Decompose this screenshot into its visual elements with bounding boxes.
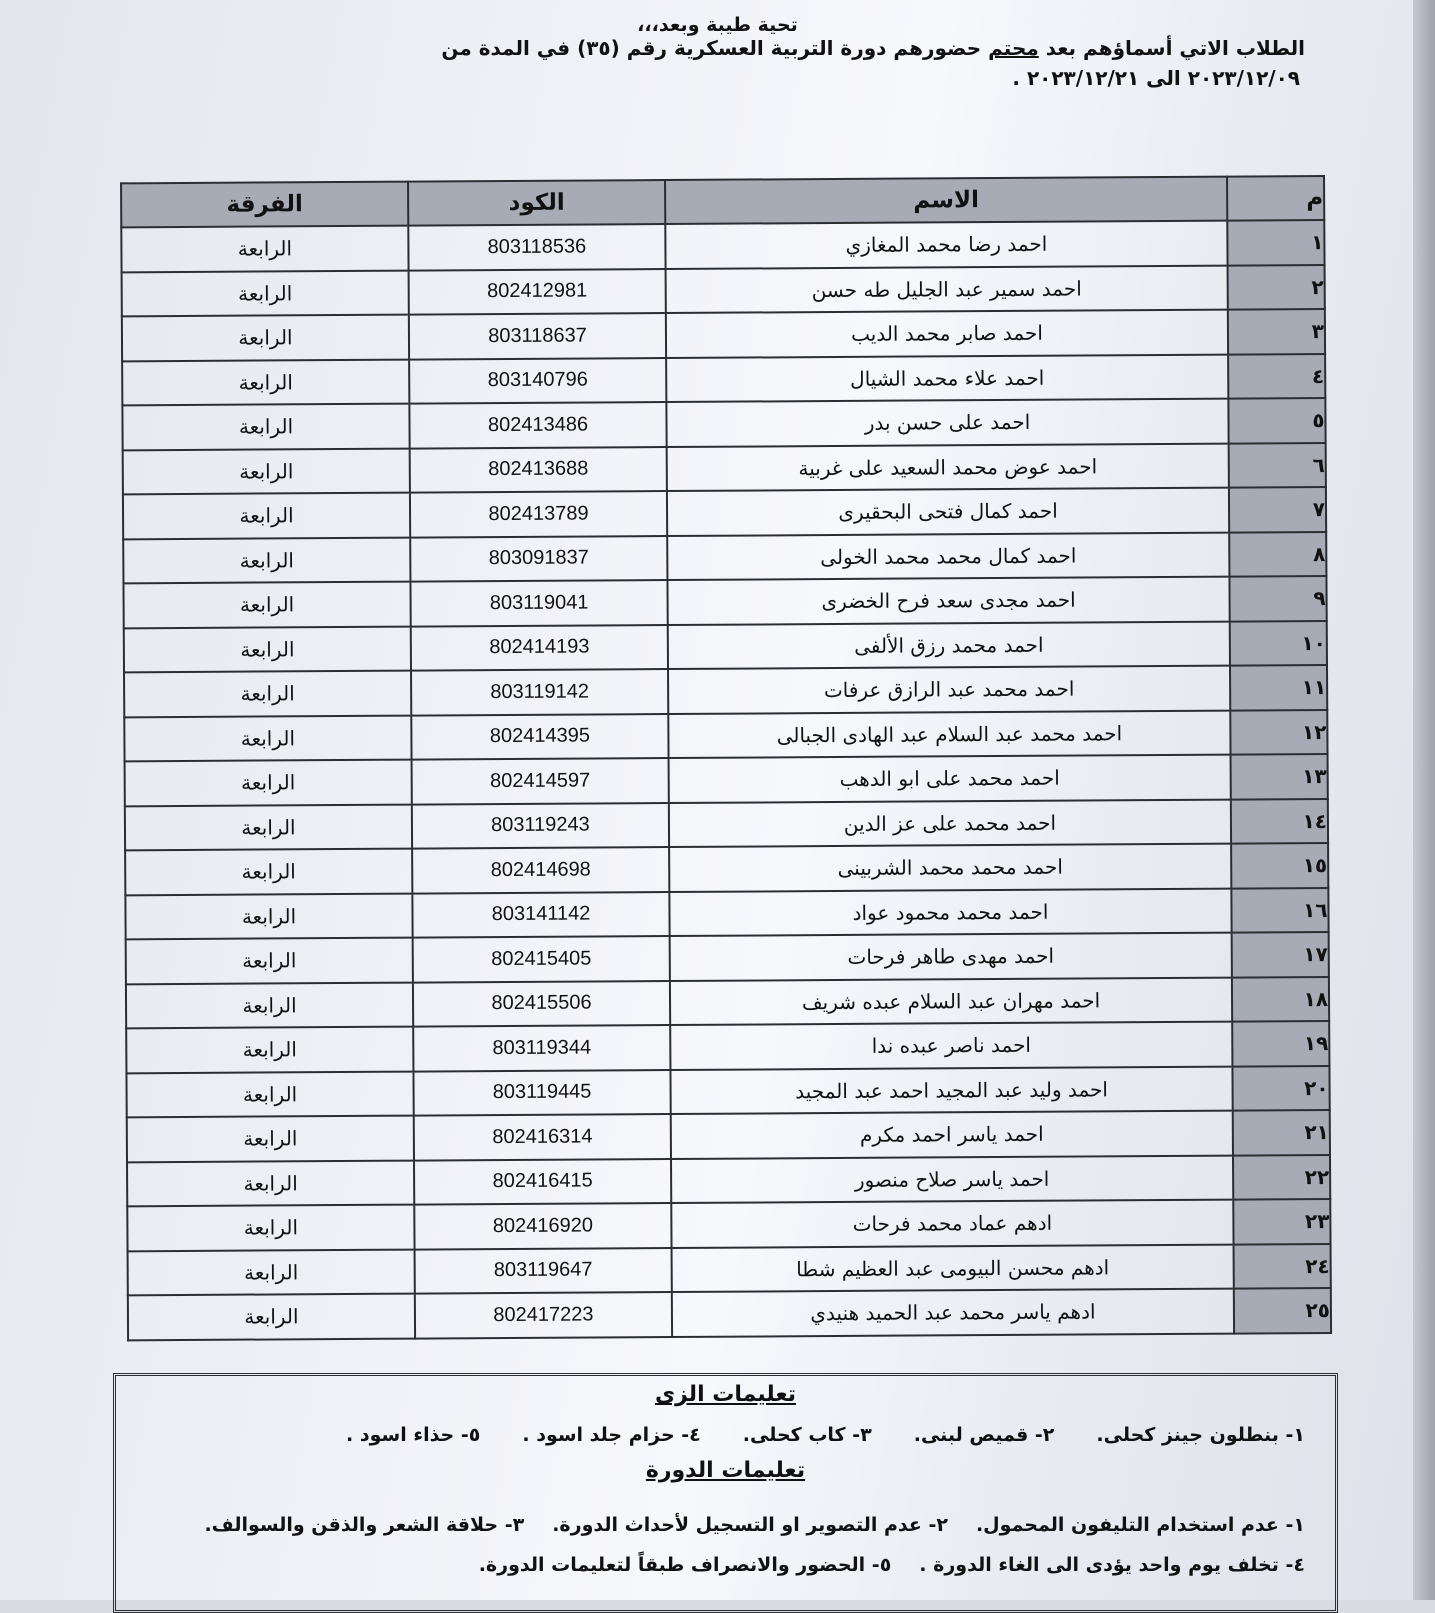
row-number: ٢٢ [1233,1154,1330,1199]
dress-item: ٣- كاب كحلى. [742,1424,872,1446]
student-name: احمد مهران عبد السلام عبده شريف [670,977,1232,1025]
student-code: 803140796 [409,358,666,404]
row-number: ١٤ [1231,798,1328,843]
student-name: احمد وليد عبد المجيد احمد عبد المجيد [670,1066,1232,1114]
table-header-row [121,176,1324,227]
row-number: ٢٠ [1232,1065,1329,1110]
student-year: الرابعة [127,1160,414,1206]
row-number: ٨ [1229,531,1326,576]
student-code: 802413688 [410,447,667,493]
student-code: 802416314 [414,1114,671,1160]
student-code: 802416920 [414,1203,671,1249]
table-row [127,1154,1330,1206]
student-name: احمد محمد على عز الدين [669,799,1231,847]
table-row [123,576,1326,628]
student-code: 803119142 [411,669,668,715]
table-row [122,309,1325,361]
student-code: 803119647 [415,1248,672,1294]
table-row [128,1288,1331,1340]
table-row [124,709,1327,761]
student-code: 802413789 [410,491,667,537]
instructions-box [113,1373,1338,1613]
table-row [122,354,1325,406]
student-code: 802417223 [415,1292,672,1338]
table-row [123,531,1326,583]
students-table [120,175,1332,1341]
student-name: احمد مهدى طاهر فرحات [670,933,1232,981]
student-name: احمد مجدى سعد فرح الخضرى [667,577,1229,625]
student-year: الرابعة [125,893,412,939]
student-year: الرابعة [127,1205,414,1251]
student-name: احمد كمال محمد محمد الخولى [667,532,1229,580]
student-year: الرابعة [127,1116,414,1162]
student-year: الرابعة [126,1071,413,1117]
student-code: 802415405 [413,936,670,982]
row-number: ٩ [1229,576,1326,621]
course-item: ٥- الحضور والانصراف طبقاً لتعليمات الدورة. [478,1554,892,1576]
student-name: احمد محمد رزق الألفى [668,621,1230,669]
student-code: 802414698 [412,847,669,893]
row-number: ٤ [1228,354,1325,399]
student-name: احمد محمد محمود عواد [669,888,1231,936]
row-number: ٥ [1228,398,1325,443]
row-number: ١٠ [1230,620,1327,665]
student-name: احمد محمد عبد الرازق عرفات [668,666,1230,714]
course-instructions-line-2 [479,1554,1305,1576]
student-code: 802412981 [409,269,666,315]
student-year: الرابعة [123,448,410,494]
course-item: ٣- حلاقة الشعر والذقن والسوالف. [204,1514,525,1536]
intro-line-2: ٢٠٢٣/١٢/٠٩ الى ٢٠٢٣/١٢/٢١ . [1012,66,1300,90]
student-year: الرابعة [124,715,411,761]
student-code: 803119445 [413,1070,670,1116]
student-code: 802414597 [412,758,669,804]
row-number: ١٨ [1232,976,1329,1021]
student-year: الرابعة [126,1027,413,1073]
student-code: 803119344 [413,1025,670,1071]
header-year: الفرقة [121,182,408,228]
table-row [123,487,1326,539]
student-year: الرابعة [123,537,410,583]
student-name: احمد على حسن بدر [666,399,1228,447]
dress-instructions-title: تعليمات الزى [654,1382,797,1407]
student-year: الرابعة [124,626,411,672]
student-code: 803141142 [412,892,669,938]
student-year: الرابعة [123,582,410,628]
student-year: الرابعة [122,404,409,450]
table-row [122,398,1325,450]
table-row [127,1199,1330,1251]
table-row [127,1110,1330,1162]
row-number: ٢٥ [1234,1288,1331,1333]
student-name: احمد ياسر احمد مكرم [671,1111,1233,1159]
table-row [126,1065,1329,1117]
table-row [122,265,1325,317]
row-number: ٢ [1228,265,1325,310]
row-number: ١٣ [1231,754,1328,799]
student-code: 803118536 [408,224,665,270]
table-row [124,665,1327,717]
row-number: ٧ [1229,487,1326,532]
student-year: الرابعة [122,270,409,316]
student-year: الرابعة [126,982,413,1028]
row-number: ١ [1227,220,1324,265]
course-instructions-line-1 [204,1514,1305,1536]
table-body [121,220,1331,1340]
table-row [126,1021,1329,1073]
student-year: الرابعة [121,226,408,272]
student-name: احمد ياسر صلاح منصور [671,1155,1233,1203]
student-code: 803091837 [410,536,667,582]
table-row [125,798,1328,850]
student-name: ادهم عماد محمد فرحات [671,1200,1233,1248]
dress-item: ٥- حذاء اسود . [346,1424,481,1446]
header-code: الكود [408,180,665,226]
intro-line-1 [75,36,1305,60]
student-name: احمد ناصر عبده ندا [670,1022,1232,1070]
row-number: ١٢ [1230,709,1327,754]
row-number: ٦ [1229,443,1326,488]
table-row [121,220,1324,272]
student-name: احمد سمير عبد الجليل طه حسن [666,265,1228,313]
student-name: احمد علاء محمد الشيال [666,354,1228,402]
greeting: تحية طيبة وبعد،،، [637,14,798,36]
student-year: الرابعة [128,1294,415,1340]
table-row [125,887,1328,939]
student-name: احمد محمد على ابو الدهب [669,755,1231,803]
table-row [125,843,1328,895]
student-year: الرابعة [125,804,412,850]
dress-instructions [346,1424,1305,1446]
row-number: ١٦ [1231,887,1328,932]
row-number: ١٩ [1232,1021,1329,1066]
student-year: الرابعة [128,1249,415,1295]
row-number: ٢٤ [1234,1243,1331,1288]
header-num: م [1227,176,1324,221]
student-year: الرابعة [124,671,411,717]
student-code: 803118637 [409,313,666,359]
student-name: احمد عوض محمد السعيد على غربية [667,443,1229,491]
dress-item: ٢- قميص لبنى. [913,1424,1055,1446]
student-name: ادهم ياسر محمد عبد الحميد هنيدي [672,1289,1234,1337]
paper-edge [1413,0,1435,1600]
intro-underlined-word: محتم [988,36,1039,60]
student-name: احمد محمد محمد الشربينى [669,844,1231,892]
row-number: ٣ [1228,309,1325,354]
student-name: احمد كمال فتحى البحقيرى [667,488,1229,536]
row-number: ١١ [1230,665,1327,710]
student-name: احمد رضا محمد المغازي [665,221,1227,269]
student-name: ادهم محسن البيومى عبد العظيم شطا [672,1244,1234,1292]
table-row [128,1243,1331,1295]
course-instructions-title: تعليمات الدورة [645,1458,806,1483]
row-number: ١٥ [1231,843,1328,888]
table-row [125,754,1328,806]
student-year: الرابعة [126,938,413,984]
student-code: 802415506 [413,981,670,1027]
student-code: 803119243 [412,803,669,849]
student-year: الرابعة [122,315,409,361]
course-item: ٤- تخلف يوم واحد يؤدى الى الغاء الدورة . [919,1554,1305,1576]
student-code: 802416415 [414,1159,671,1205]
student-code: 802414395 [411,714,668,760]
course-item: ٢- عدم التصوير او التسجيل لأحداث الدورة. [552,1514,948,1536]
dress-item: ٤- حزام جلد اسود . [522,1424,701,1446]
student-code: 803119041 [410,580,667,626]
row-number: ٢٣ [1233,1199,1330,1244]
row-number: ١٧ [1232,932,1329,977]
header-name: الاسم [665,177,1227,224]
dress-item: ١- بنطلون جينز كحلى. [1096,1424,1305,1446]
student-year: الرابعة [125,849,412,895]
intro-text-a: الطلاب الاتي أسماؤهم بعد [1038,36,1305,60]
table-row [126,932,1329,984]
student-year: الرابعة [123,493,410,539]
student-code: 802414193 [411,625,668,671]
student-code: 802413486 [409,402,666,448]
row-number: ٢١ [1233,1110,1330,1155]
course-item: ١- عدم استخدام التليفون المحمول. [975,1514,1305,1536]
table-row [126,976,1329,1028]
student-name: احمد صابر محمد الديب [666,310,1228,358]
student-year: الرابعة [122,359,409,405]
intro-text-b: حضورهم دورة التربية العسكرية رقم (٣٥) في المدة من [441,36,989,60]
table-row [124,620,1327,672]
student-name: احمد محمد عبد السلام عبد الهادى الجبالى [668,710,1230,758]
student-year: الرابعة [125,760,412,806]
table-row [123,443,1326,495]
